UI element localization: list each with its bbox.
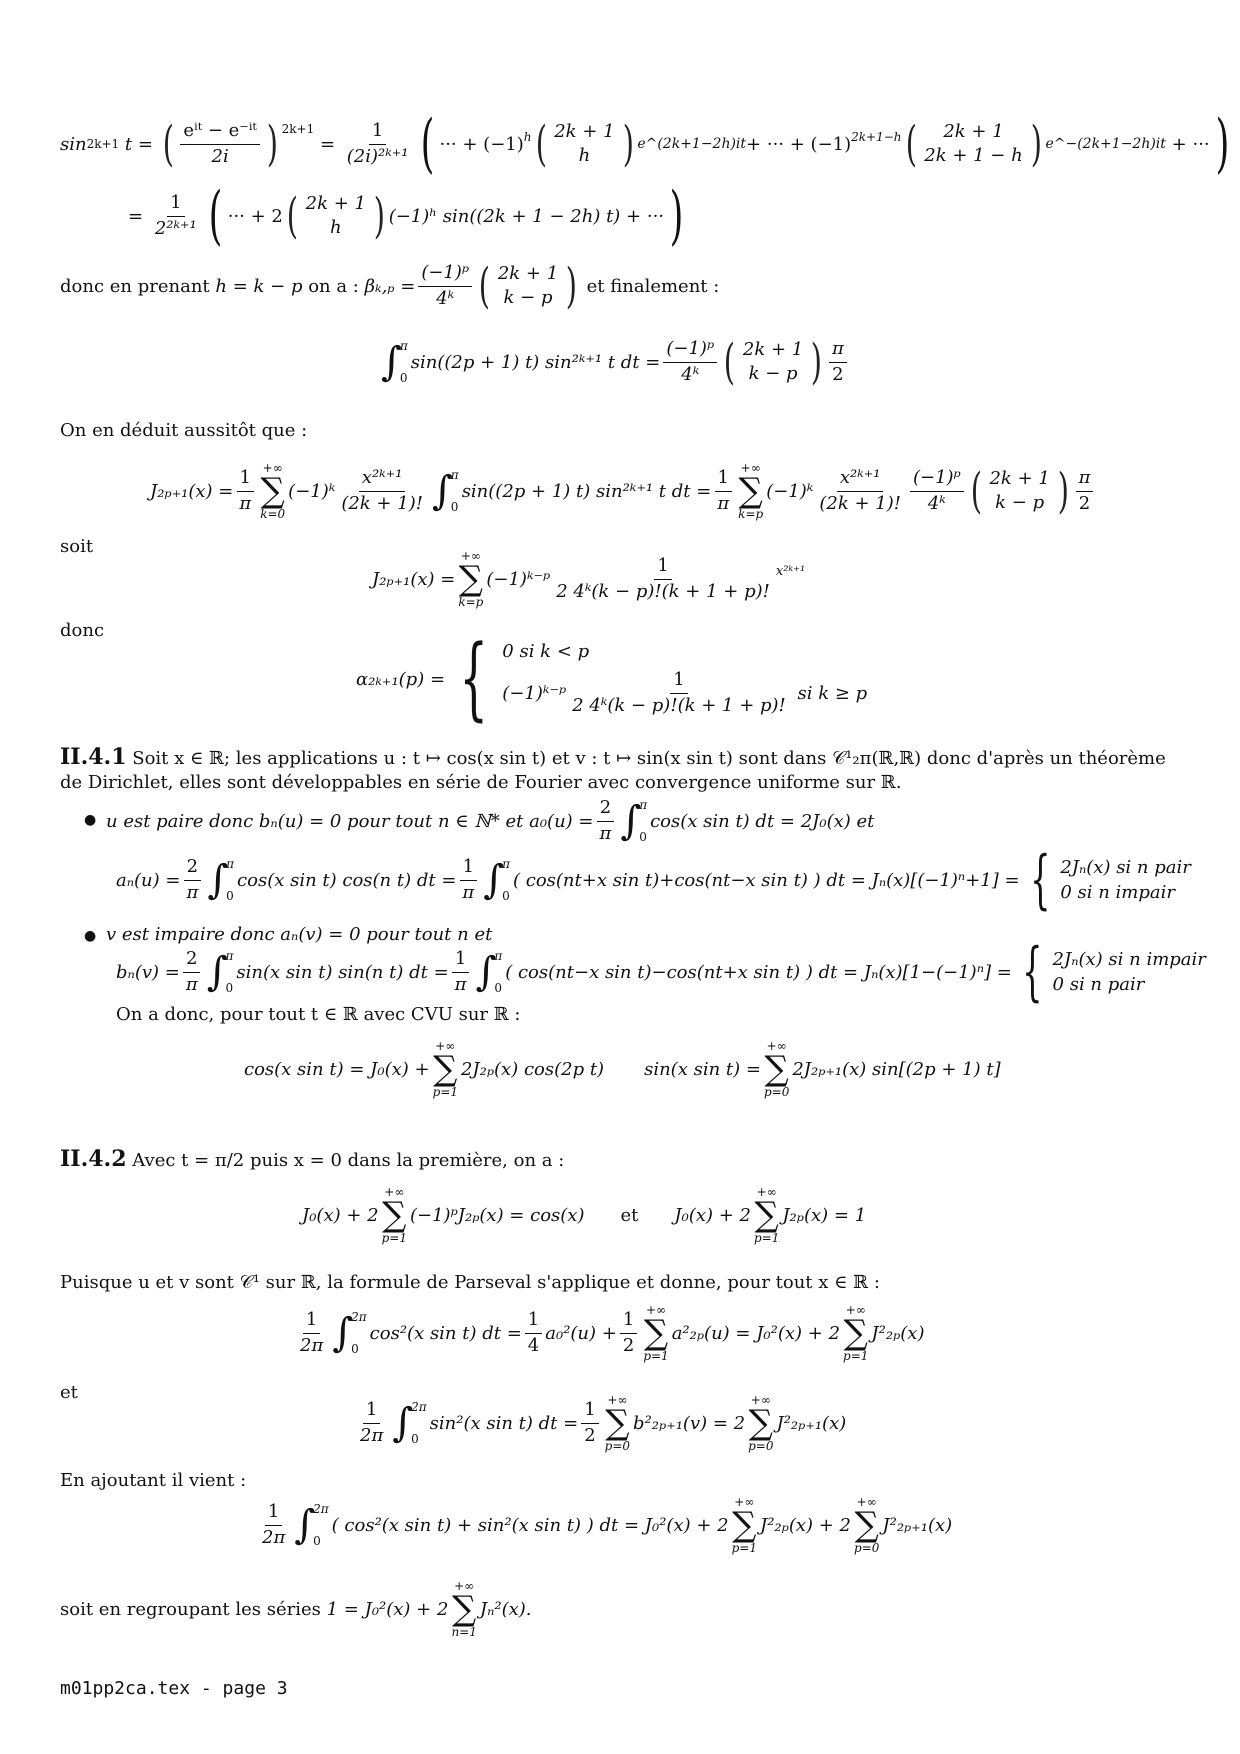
bullet-icon: ●: [84, 812, 97, 828]
text-soit: soit: [60, 536, 94, 557]
text-donc: donc: [60, 620, 105, 641]
section-title: II.4.2: [60, 1146, 127, 1172]
text-et: et: [60, 1382, 78, 1403]
text-on-en-deduit: On en déduit aussitôt que :: [60, 420, 308, 441]
equation-bessel-identities: J₀(x) + 2 +∞ ∑ p=1 (−1)ᵖJ₂ₚ(x) = cos(x) et J₀(x) + 2 +∞ ∑ p=1 J₂ₚ(x) = 1: [302, 1185, 867, 1245]
bullet-v-impaire: v est impaire donc aₙ(v) = 0 pour tout n et: [106, 924, 493, 945]
equation-J2p1-integral: J₂ₚ₊₁(x) = $\frac{1}{\pi}$ +∞ ∑ k=0 (−1)ᵏ $\frac{\text{x²ᵏ⁺¹}}{(2k + 1)!}$ ∫ π 0 sin((2p + 1) t) sin²ᵏ⁺¹ t dt = $\frac{1}{\pi}$ +∞ ∑ k=p (−1)ᵏ $\frac{\text{x²ᵏ⁺¹}}{(2k + 1)!}$ $\frac{\text{(−1)ᵖ}}{\text{4ᵏ}}$ ( 2k + 1 k − p ) $\frac{\pi}{2}$: [150, 462, 1096, 520]
section-title: II.4.1: [60, 744, 127, 770]
fraction-euler: $\frac{\text{eⁱᵗ − e⁻ⁱᵗ}}{2i}$: [180, 121, 259, 167]
equation-J2p1-series: J₂ₚ₊₁(x) = +∞ ∑ k=p (−1)ᵏ⁻ᵖ $\frac{1}{\text{2 4ᵏ(k − p)!(k + 1 + p)!}}$ x²ᵏ⁺¹: [372, 549, 806, 609]
equation-parseval-cos: $\frac{1}{2\pi}$ ∫ 2π 0 cos²(x sin t) dt = $\frac{1}{4}$ a₀²(u) + $\frac{1}{2}$ +∞ ∑ p=1 a²₂ₚ(u) = J₀²(x) + 2 +∞ ∑ p=1 J²₂ₚ(x): [300, 1303, 925, 1363]
equation-bn-v: bₙ(v) = $\frac{2}{\pi}$ ∫ π 0 sin(x sin t) sin(n t) dt = $\frac{1}{\pi}$ ∫ π 0 ( cos(nt−x sin t)−cos(nt+x sin t) ) dt = Jₙ(x)[1−(−1)ⁿ] = { 2Jₙ(x) si n impair 0 si n pair: [116, 935, 1206, 1009]
equation-an-u: aₙ(u) = $\frac{2}{\pi}$ ∫ π 0 cos(x sin t) cos(n t) dt = $\frac{1}{\pi}$ ∫ π 0 ( cos(nt+x sin t)+cos(nt−x sin t) ) dt = Jₙ(x)[(−1)ⁿ+1] = { 2Jₙ(x) si n pair 0 si n impair: [116, 843, 1191, 917]
section-II-4-2: II.4.2 Avec t = π/2 puis x = 0 dans la première, on a :: [60, 1146, 565, 1172]
equation-sin-expansion-2: = $\frac{1}{\text{2²ᵏ⁺¹}}$ ( ··· + 2 ( 2k + 1 h ) (−1)ʰ sin((2k + 1 − 2h) t) + ··· ): [128, 179, 684, 253]
equation-parseval-sin: $\frac{1}{2\pi}$ ∫ 2π 0 sin²(x sin t) dt = $\frac{1}{2}$ +∞ ∑ p=0 b²₂ₚ₊₁(v) = 2 +∞ ∑ p=0 J²₂ₚ₊₁(x): [360, 1393, 847, 1453]
text-on-a-donc: On a donc, pour tout t ∈ ℝ avec CVU sur ℝ :: [116, 1004, 521, 1025]
equation-alpha-cases: α₂ₖ₊₁(p) = { 0 si k < p (−1)ᵏ⁻ᵖ $\frac{1}{\text{2 4ᵏ(k − p)!(k + 1 + p)!}}$ si k ≥ p: [356, 626, 868, 731]
page-footer: m01pp2ca.tex - page 3: [60, 1678, 288, 1699]
bullet-u-paire: u est paire donc bₙ(u) = 0 pour tout n ∈ ℕ* et a₀(u) = $\frac{2}{\pi}$ ∫ π 0 cos(x sin t) dt = 2J₀(x) et: [106, 797, 875, 845]
equation-sin-expansion: sin 2k+1 t = ( $\frac{\text{eⁱᵗ − e⁻ⁱᵗ}}{2i}$ ) $^{2k+1}$ = $\frac{1}{\text{(2i)²ᵏ⁺¹}}$ ( ··· + (−1) $^h$ ( 2k + 1 h ) e^(2k+1−2h)it + ··· + (−1) $^{2k+1-h}$ ( 2k + 1 2k + 1 − h ) e^−(2k+1−2h)it + ··· ): [60, 107, 1229, 181]
text-en-ajoutant: En ajoutant il vient :: [60, 1470, 247, 1491]
section-II-4-1: II.4.1 Soit x ∈ ℝ; les applications u : t ↦ cos(x sin t) et v : t ↦ sin(x sin t) sont dans 𝒞¹₂π(ℝ,ℝ) donc d'après un théorème: [60, 744, 1166, 770]
bullet-icon: ●: [84, 928, 97, 944]
equation-sum-parseval: $\frac{1}{2\pi}$ ∫ 2π 0 ( cos²(x sin t) + sin²(x sin t) ) dt = J₀²(x) + 2 +∞ ∑ p=1 J²₂ₚ(x) + 2 +∞ ∑ p=0 J²₂ₚ₊₁(x): [262, 1495, 953, 1555]
text-parseval: Puisque u et v sont 𝒞¹ sur ℝ, la formule de Parseval s'applique et donne, pour tout x ∈ ℝ :: [60, 1272, 880, 1293]
text-dirichlet: de Dirichlet, elles sont développables en série de Fourier avec convergence uniforme sur ℝ.: [60, 772, 902, 793]
equation-integral-result: ∫ π 0 sin((2p + 1) t) sin²ᵏ⁺¹ t dt = $\frac{\text{(−1)ᵖ}}{\text{4ᵏ}}$ ( 2k + 1 k − p ) $\frac{\pi}{2}$: [378, 338, 850, 387]
text-donc-en-prenant: donc en prenant h = k − p on a : βₖ,ₚ = $\frac{\text{(−1)ᵖ}}{\text{4ᵏ}}$ ( 2k + 1 k − p ) et finalement :: [60, 258, 720, 315]
equation-fourier-expansions: cos(x sin t) = J₀(x) + +∞ ∑ p=1 2J₂ₚ(x) cos(2p t) sin(x sin t) = +∞ ∑ p=0 2J₂ₚ₊₁(x) sin[(2p + 1) t]: [244, 1039, 1001, 1099]
text-final-regroupant: soit en regroupant les séries 1 = J₀²(x) + 2 +∞ ∑ n=1 Jₙ²(x).: [60, 1579, 532, 1639]
